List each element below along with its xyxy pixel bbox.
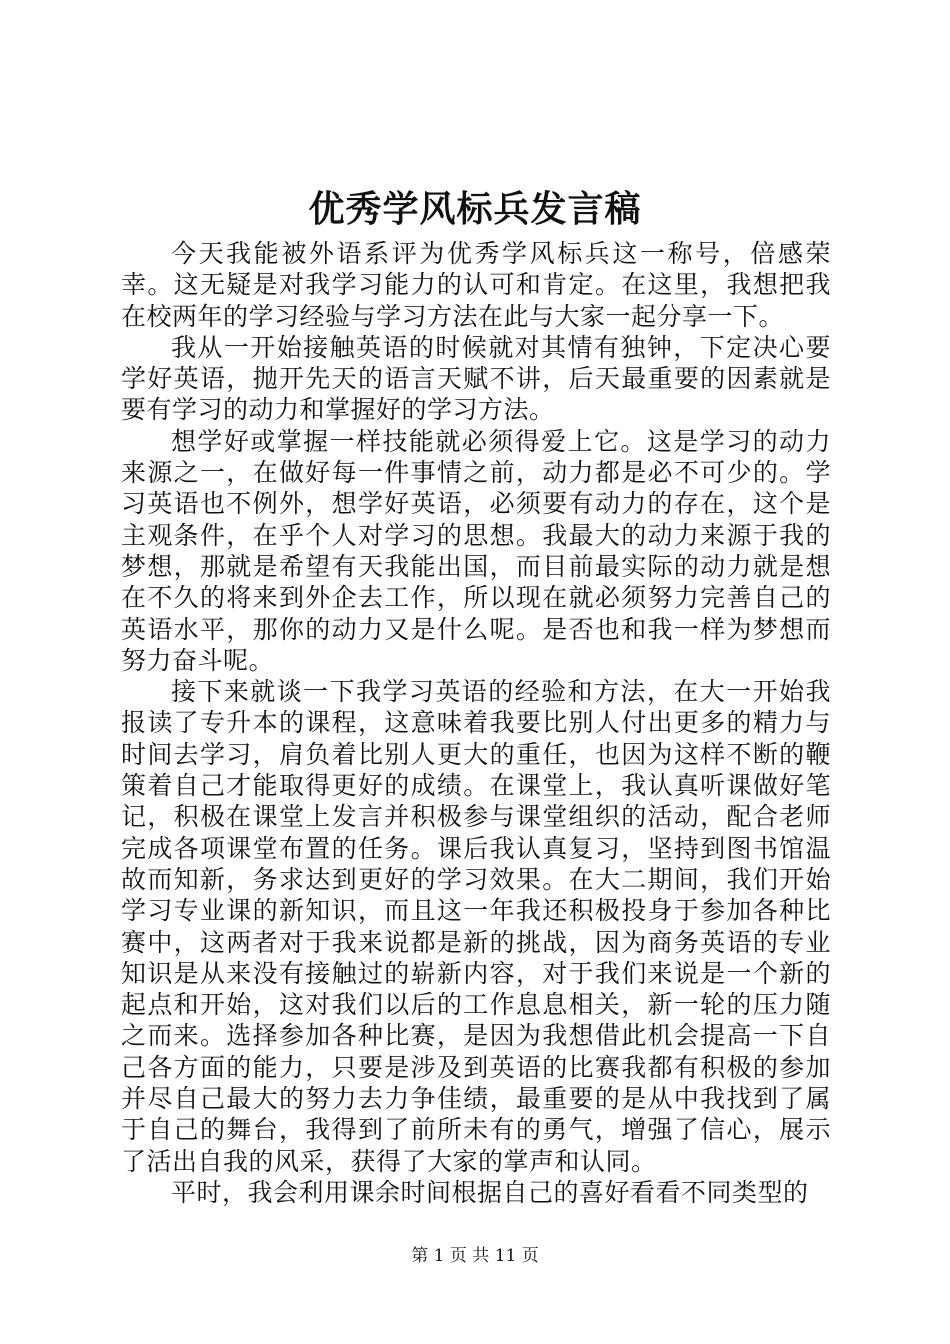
paragraph: 平时，我会利用课余时间根据自己的喜好看看不同类型的 <box>171 1177 809 1207</box>
paragraph: 想学好或掌握一样技能就必须得爱上它。这是学习的动力来源之一，在做好每一件事情之前，动力都是必不可少的。学习英语也不例外，想学好英语，必须要有动力的存在，这个是主观条件，在乎个人对学习的思想。我最大的动力来源于我的梦想，那就是希望有天我能出国，而目前最实际的动力就是想在不久的将来到外企去工作，所以现在就必须努力完善自己的英语水平，那你的动力又是什么呢。是否也和我一样为梦想而努力奋斗呢。 <box>121 426 831 675</box>
paragraph: 接下来就谈一下我学习英语的经验和方法，在大一开始我报读了专升本的课程，这意味着我要比别人付出更多的精力与时间去学习，肩负着比别人更大的重任，也因为这样不断的鞭策着自己才能取得更好的成绩。在课堂上，我认真听课做好笔记，积极在课堂上发言并积极参与课堂组织的活动，配合老师完成各项课堂布置的任务。课后我认真复习，坚持到图书馆温故而知新，务求达到更好的学习效果。在大二期间，我们开始学习专业课的新知识，而且这一年我还积极投身于参加各种比赛中，这两者对于我来说都是新的挑战，因为商务英语的专业知识是从来没有接触过的崭新内容，对于我们来说是一个新的起点和开始，这对我们以后的工作息息相关，新一轮的压力随之而来。选择参加各种比赛，是因为我想借此机会提高一下自己各方面的能力，只要是涉及到英语的比赛我都有积极的参加并尽自己最大的努力去力争佳绩，最重要的是从中我找到了属于自己的舞台，我得到了前所未有的勇气，增强了信心，展示了活出自我的风采，获得了大家的掌声和认同。 <box>121 677 831 1176</box>
paragraph: 我从一开始接触英语的时候就对其情有独钟，下定决心要学好英语，抛开先天的语言天赋不讲，后天最重要的因素就是要有学习的动力和掌握好的学习方法。 <box>121 332 831 425</box>
paragraph: 今天我能被外语系评为优秀学风标兵这一称号，倍感荣幸。这无疑是对我学习能力的认可和肯定。在这里，我想把我在校两年的学习经验与学习方法在此与大家一起分享一下。 <box>121 239 831 331</box>
document-body <box>121 238 831 1208</box>
document-title: 优秀学风标兵发言稿 <box>308 188 642 230</box>
page-footer: 第 1 页 共 11 页 <box>411 1246 539 1266</box>
